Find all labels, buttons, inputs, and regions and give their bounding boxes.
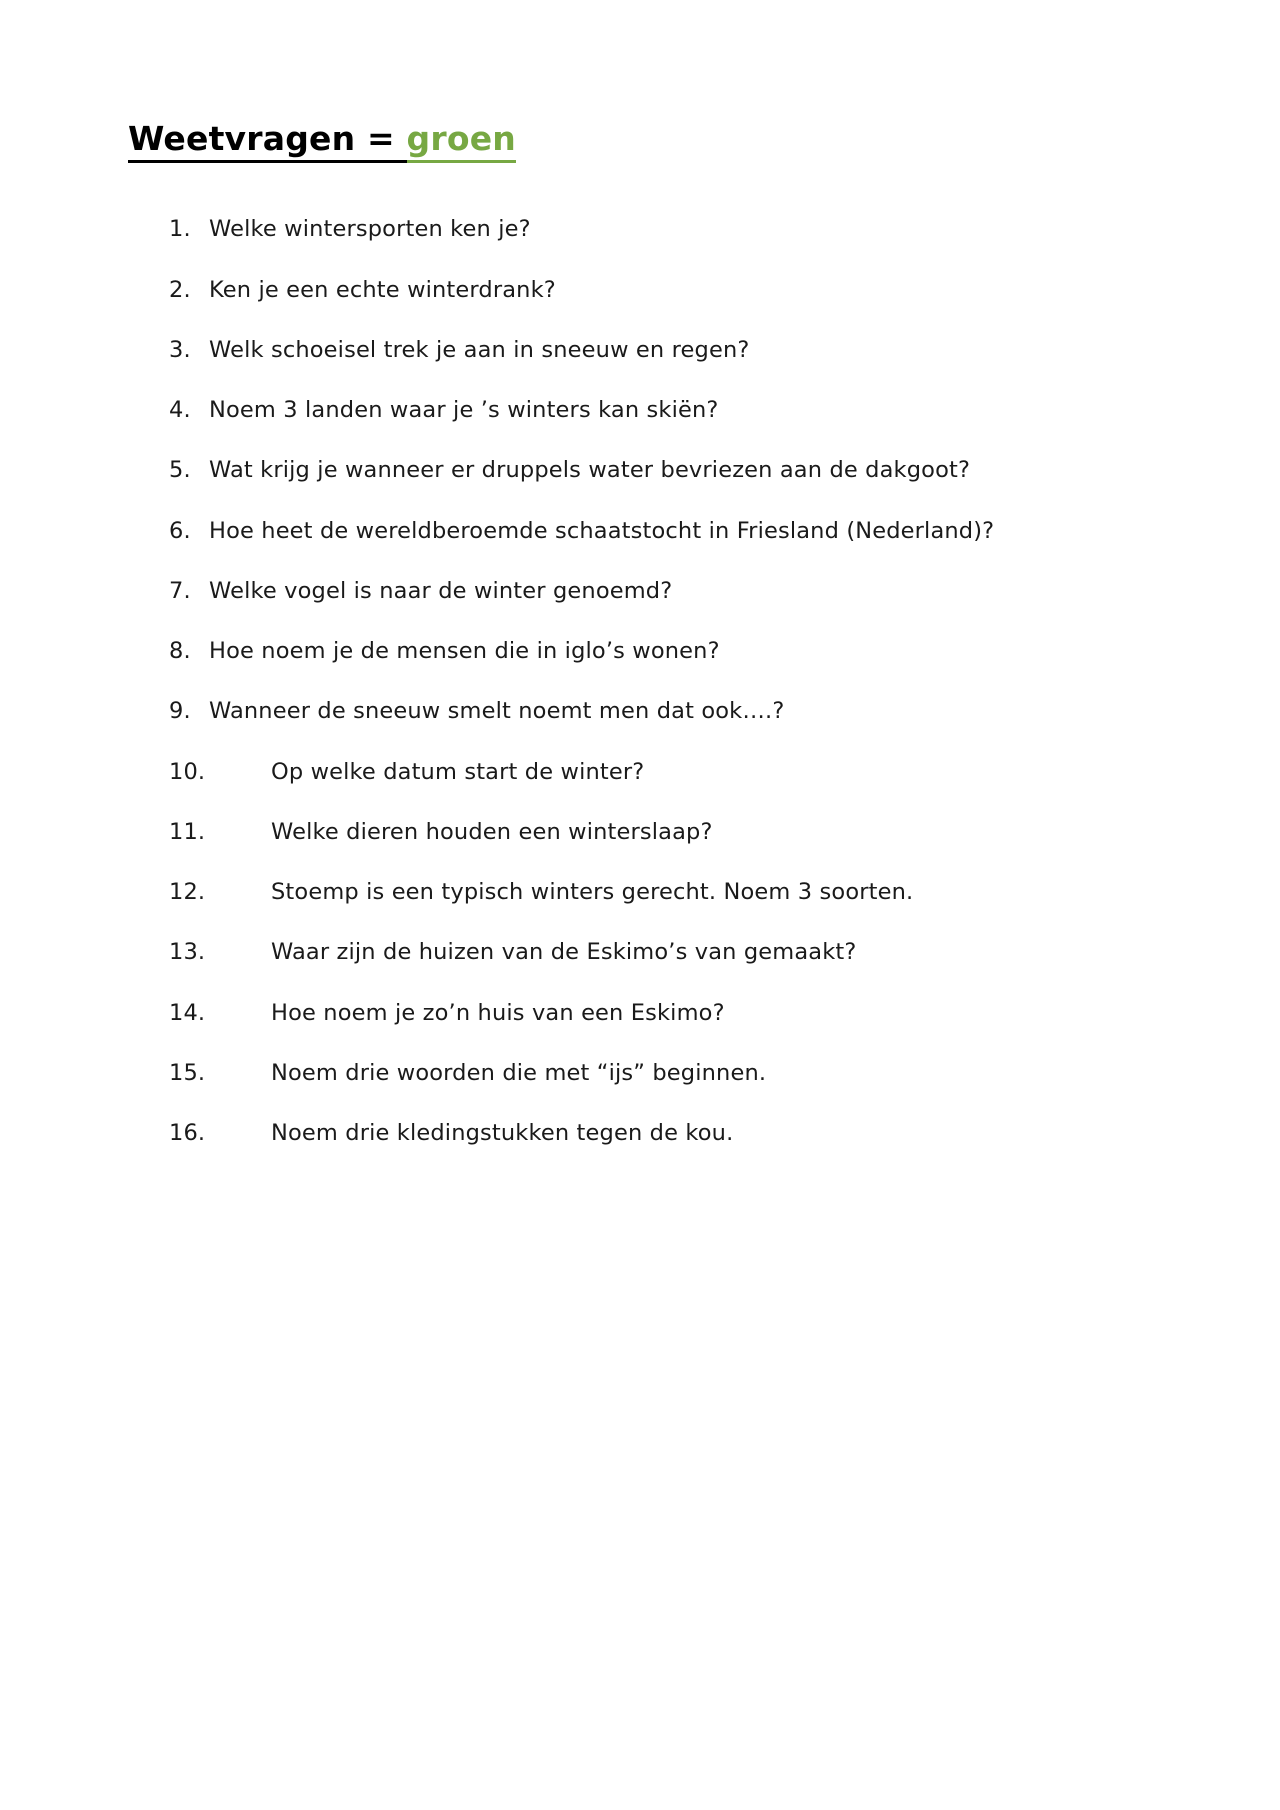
- list-item: [128, 456, 1162, 485]
- list-item-text: Noem drie kledingstukken tegen de kou.: [271, 1120, 734, 1146]
- list-item-text: Welke dieren houden een winterslaap?: [271, 818, 713, 845]
- question-list: [128, 215, 1162, 1148]
- list-item-number: 7.: [169, 577, 191, 604]
- list-item-text: Hoe heet de wereldberoemde schaatstocht in Friesland (Nederland)?: [209, 517, 995, 544]
- list-item-text: Welke vogel is naar de winter genoemd?: [209, 577, 673, 604]
- list-item-text: Ken je een echte winterdrank?: [209, 276, 556, 303]
- list-item-number: 16.: [169, 1120, 206, 1146]
- list-item-number: 2.: [169, 276, 191, 303]
- list-item-text: Op welke datum start de winter?: [271, 758, 645, 785]
- page-title-black-part: Weetvragen =: [128, 119, 407, 163]
- list-item-number: 12.: [169, 879, 206, 905]
- list-item-text: Welke wintersporten ken je?: [209, 216, 531, 243]
- list-item-text: Noem drie woorden die met “ijs” beginnen.: [271, 1059, 767, 1086]
- list-item: [128, 697, 1162, 726]
- list-item: [128, 215, 1162, 244]
- list-item: [128, 1059, 1162, 1088]
- document-content: [128, 118, 1162, 1179]
- list-item-number: 4.: [169, 397, 191, 423]
- list-item-number: 11.: [169, 818, 206, 845]
- list-item-number: 8.: [169, 638, 191, 664]
- list-item: [128, 637, 1162, 666]
- list-item-text: Welk schoeisel trek je aan in sneeuw en regen?: [209, 336, 750, 363]
- list-item: [128, 396, 1162, 425]
- list-item-number: 10.: [169, 758, 206, 785]
- list-item: [128, 938, 1162, 967]
- list-item-number: 6.: [169, 517, 191, 544]
- page-title-green-part: groen: [407, 119, 516, 163]
- list-item: [128, 758, 1162, 787]
- list-item-number: 3.: [169, 336, 191, 363]
- list-item-number: 5.: [169, 457, 191, 484]
- list-item-text: Wanneer de sneeuw smelt noemt men dat ook….?: [209, 698, 785, 725]
- list-item: [128, 336, 1162, 365]
- page-title: [128, 118, 516, 159]
- list-item: [128, 999, 1162, 1028]
- list-item: [128, 1119, 1162, 1148]
- list-item: [128, 818, 1162, 847]
- list-item-number: 13.: [169, 939, 206, 966]
- list-item-text: Hoe noem je de mensen die in iglo’s wonen?: [209, 638, 720, 664]
- list-item-text: Stoemp is een typisch winters gerecht. Noem 3 soorten.: [271, 879, 914, 905]
- list-item: [128, 517, 1162, 546]
- list-item: [128, 878, 1162, 907]
- list-item-number: 1.: [169, 216, 191, 243]
- list-item: [128, 577, 1162, 606]
- list-item-text: Waar zijn de huizen van de Eskimo’s van gemaakt?: [271, 939, 857, 966]
- list-item-number: 14.: [169, 999, 206, 1026]
- list-item-number: 15.: [169, 1059, 206, 1086]
- list-item: [128, 276, 1162, 305]
- list-item-text: Hoe noem je zo’n huis van een Eskimo?: [271, 999, 725, 1026]
- list-item-text: Noem 3 landen waar je ’s winters kan skiën?: [209, 397, 719, 423]
- list-item-number: 9.: [169, 698, 191, 725]
- list-item-text: Wat krijg je wanneer er druppels water bevriezen aan de dakgoot?: [209, 457, 971, 484]
